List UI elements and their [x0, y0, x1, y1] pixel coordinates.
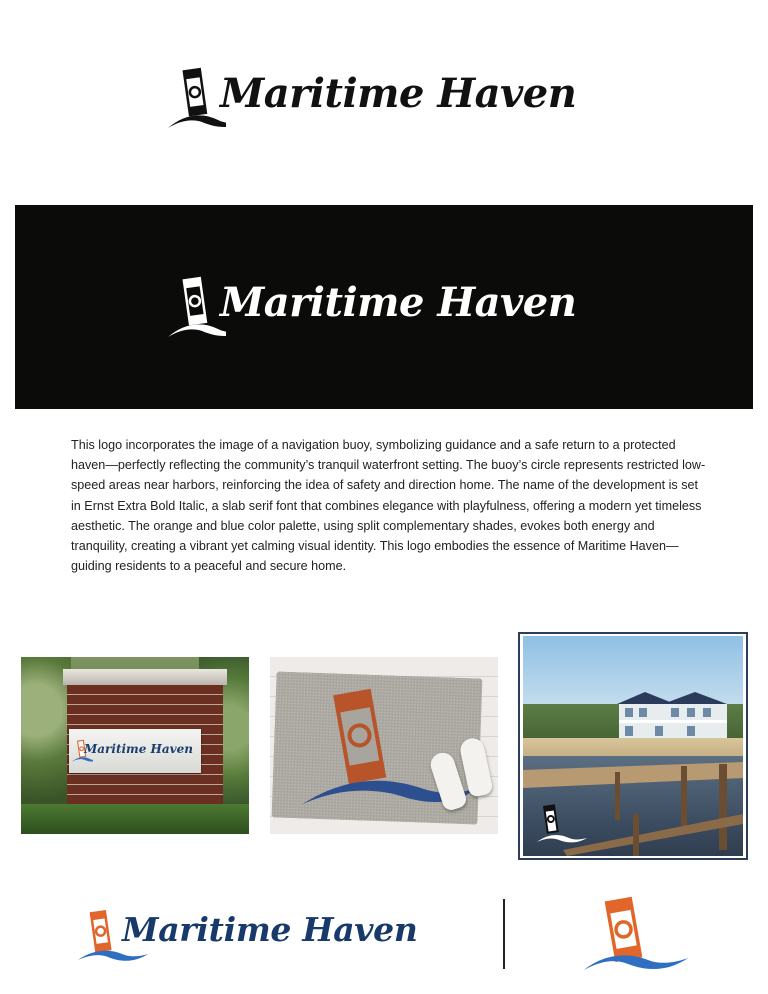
logo-white-on-black [166, 275, 606, 345]
sign-plaque [69, 729, 201, 773]
logo-bottom-color [78, 908, 438, 968]
doormat-mockup-image [270, 657, 498, 834]
sign-wordmark: Maritime Haven [84, 742, 193, 756]
wooden-dock [523, 754, 743, 856]
buoy-wave-icon [166, 66, 226, 136]
dark-logo-panel [15, 205, 753, 409]
logo-description: This logo incorporates the image of a navigation buoy, symbolizing guidance and a safe return to a protected haven—perfectly reflecting the community’s tranquil waterfront setting. The buoy’s circle represents restricted low-speed areas near harbors, reinforcing the idea of safety and direction home. The name of the development is set in Ernst Extra Bold Italic, a slab serif font that combines elegance with playfulness, offering a modern yet timeless aesthetic. The orange and blue color palette, using split complementary shades, evokes both energy and tranquility, creating a vibrant yet calming visual identity. This logo embodies the essence of Maritime Haven—guiding residents to a peaceful and secure home. [71, 438, 706, 574]
buoy-wave-icon [166, 275, 226, 345]
vertical-divider [503, 899, 505, 969]
buoy-wave-icon [582, 896, 692, 976]
logo-icon-only [582, 896, 692, 976]
logo-top-black [166, 66, 606, 136]
sign-mockup-image [21, 657, 249, 834]
logo-wordmark: Maritime Haven [220, 70, 577, 117]
sneakers [434, 734, 496, 814]
logo-wordmark: Maritime Haven [220, 279, 577, 326]
logo-wordmark: Maritime Haven [122, 910, 418, 949]
waterfront-house-photo [523, 636, 743, 856]
